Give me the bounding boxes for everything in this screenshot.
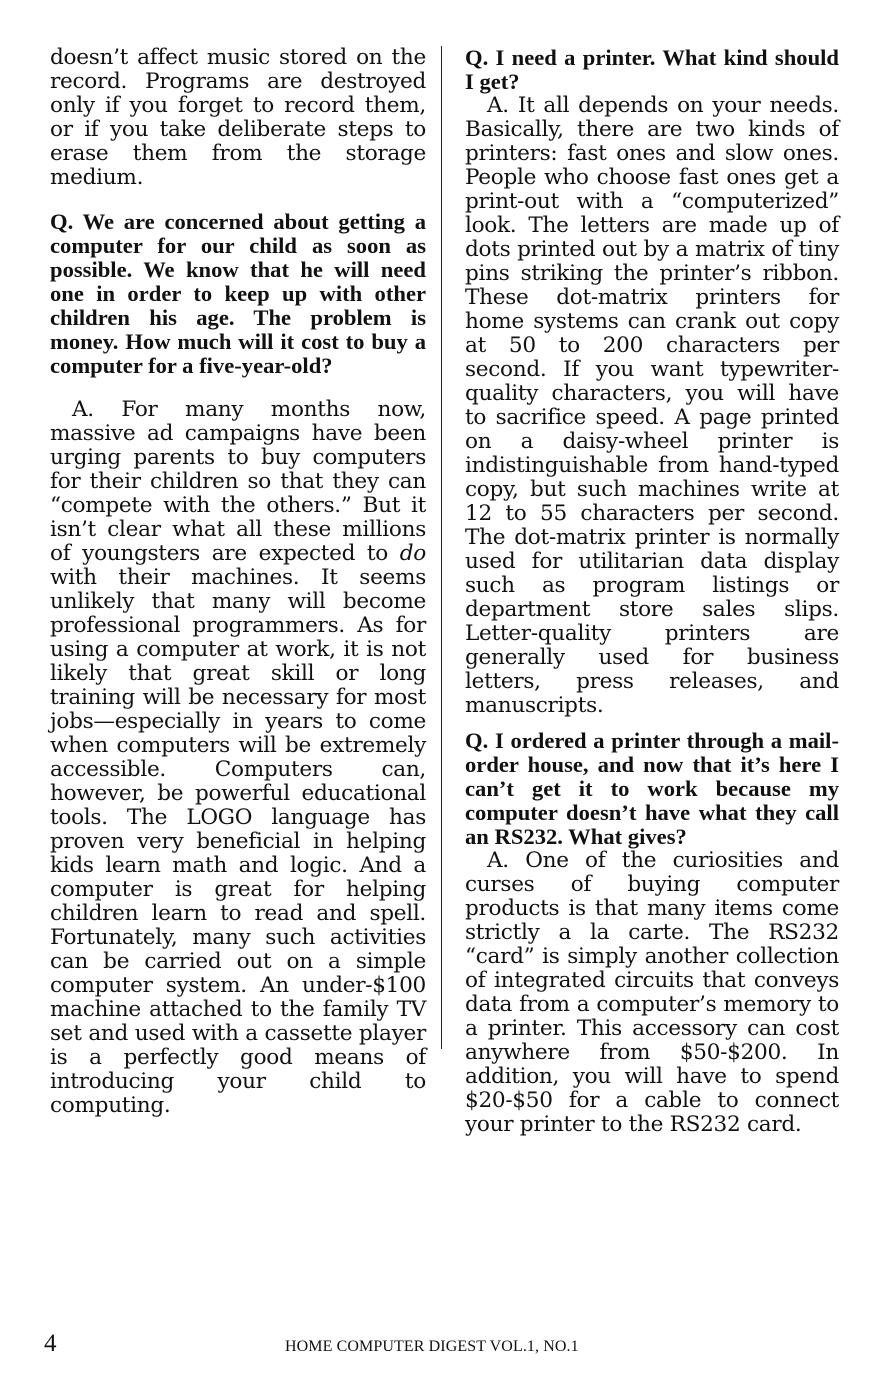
right-column <box>465 46 839 1137</box>
question-rs232: Q. I ordered a printer through a mail-order house, and now that it’s here I can’t get it to work because my computer doesn’t have what they call an RS232. What gives? <box>465 728 839 849</box>
answer-child-computer <box>50 398 426 1118</box>
emphasized-word: do <box>399 541 426 566</box>
page-number: 4 <box>44 1330 57 1357</box>
left-column <box>50 46 426 1118</box>
continued-answer-paragraph: doesn’t affect music stored on the record. Programs are destroyed only if you forget to record them, or if you take deliberate steps to erase them from the storage medium. <box>50 45 426 190</box>
column-divider <box>441 46 442 1049</box>
question-child-computer: Q. We are concerned about getting a computer for our child as soon as possible. We know that he will need one in order to keep up with other children his age. The problem is money. How much will it cost to buy a computer for a five-year-old? <box>50 209 426 378</box>
question-printer-kind: Q. I need a printer. What kind should I get? <box>465 45 839 94</box>
answer-text-part-1: A. For many months now, massive ad campaigns have been urging parents to buy computers for their children so that they can “compete with the others.” But it isn’t clear what all these millions of youngsters are expected to <box>50 397 426 566</box>
answer-rs232: A. One of the curiosities and curses of buying computer products is that many items come strictly a la carte. The RS232 “card” is simply another collection of integrated circuits that conveys data from a computer’s memory to a printer. This accessory can cost anywhere from $50-$200. In addition, you will have to spend $20-$50 for a cable to connect your printer to the RS232 card. <box>465 848 839 1137</box>
running-footer-title: HOME COMPUTER DIGEST VOL.1, NO.1 <box>285 1338 579 1355</box>
answer-printer-kind: A. It all depends on your needs. Basically, there are two kinds of printers: fast ones and slow ones. People who choose fast ones get a print-out with a “computerized” look. The letters are made up of dots printed out by a matrix of tiny pins striking the printer’s ribbon. These dot-matrix printers for home systems can crank out copy at 50 to 200 characters per second. If you want typewriter-quality characters, you will have to sacrifice speed. A page printed on a daisy-wheel printer is indistinguishable from hand-typed copy, but such machines write at 12 to 55 characters per second. The dot-matrix printer is normally used for utilitarian data display such as program listings or department store sales slips. Letter-quality printers are generally used for business letters, press releases, and manuscripts. <box>465 93 839 718</box>
answer-text-part-2: with their machines. It seems unlikely that many will become professional programmers. As for using a computer at work, it is not likely that great skill or long training will be necessary for most jobs—especially in years to come when computers will be extremely accessible. Computers can, however, be powerful educational tools. The LOGO language has proven very beneficial in helping kids learn math and logic. And a computer is great for helping children learn to read and spell. Fortunately, many such activities can be carried out on a simple computer system. An under-$100 machine attached to the family TV set and used with a cassette player is a perfectly good means of introducing your child to computing. <box>50 565 426 1118</box>
